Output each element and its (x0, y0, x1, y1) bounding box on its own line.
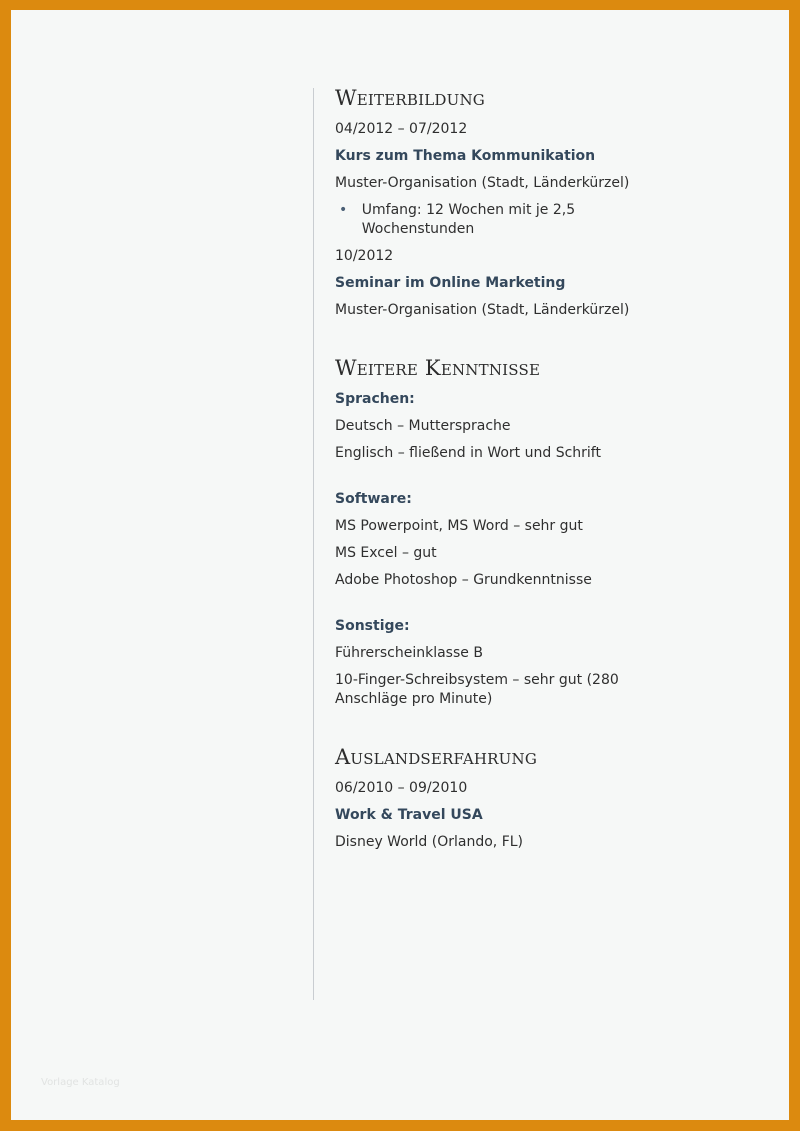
section-heading-kenntnisse: Weitere Kenntnisse (335, 356, 541, 380)
entry-location: Disney World (Orlando, FL) (335, 834, 524, 850)
cv-page (11, 10, 789, 1120)
sonstige-label: Sonstige: (335, 618, 410, 634)
entry-organisation: Muster-Organisation (Stadt, Länderkürzel) (335, 302, 630, 318)
list-item: Adobe Photoshop – Grundkenntnisse (335, 572, 592, 588)
list-item: 10-Finger-Schreibsystem – sehr gut (280 Anschläge pro Minute) (335, 672, 619, 707)
watermark-text: Vorlage Katalog (41, 1077, 120, 1088)
list-item: MS Powerpoint, MS Word – sehr gut (335, 518, 583, 534)
vertical-divider (313, 88, 314, 1000)
entry-organisation: Muster-Organisation (Stadt, Länderkürzel) (335, 175, 630, 191)
list-item: Führerscheinklasse B (335, 645, 483, 661)
entry-date: 10/2012 (335, 248, 394, 264)
list-item: Englisch – fließend in Wort und Schrift (335, 445, 601, 461)
section-heading-auslandserfahrung: Auslandserfahrung (335, 745, 538, 769)
entry-date: 06/2010 – 09/2010 (335, 780, 468, 796)
entry-date: 04/2012 – 07/2012 (335, 121, 468, 137)
list-item: Deutsch – Muttersprache (335, 418, 511, 434)
cv-content (335, 86, 675, 860)
entry-title: Kurs zum Thema Kommunikation (335, 148, 596, 164)
entry-title: Seminar im Online Marketing (335, 275, 566, 291)
entry-title: Work & Travel USA (335, 807, 483, 823)
sprachen-label: Sprachen: (335, 391, 415, 407)
entry-bullet (335, 201, 675, 239)
bullet-text: Umfang: 12 Wochen mit je 2,5 Wochenstunden (361, 202, 576, 237)
software-label: Software: (335, 491, 412, 507)
list-item: MS Excel – gut (335, 545, 437, 561)
bullet-icon: • (339, 202, 348, 218)
section-heading-weiterbildung: Weiterbildung (335, 86, 485, 110)
